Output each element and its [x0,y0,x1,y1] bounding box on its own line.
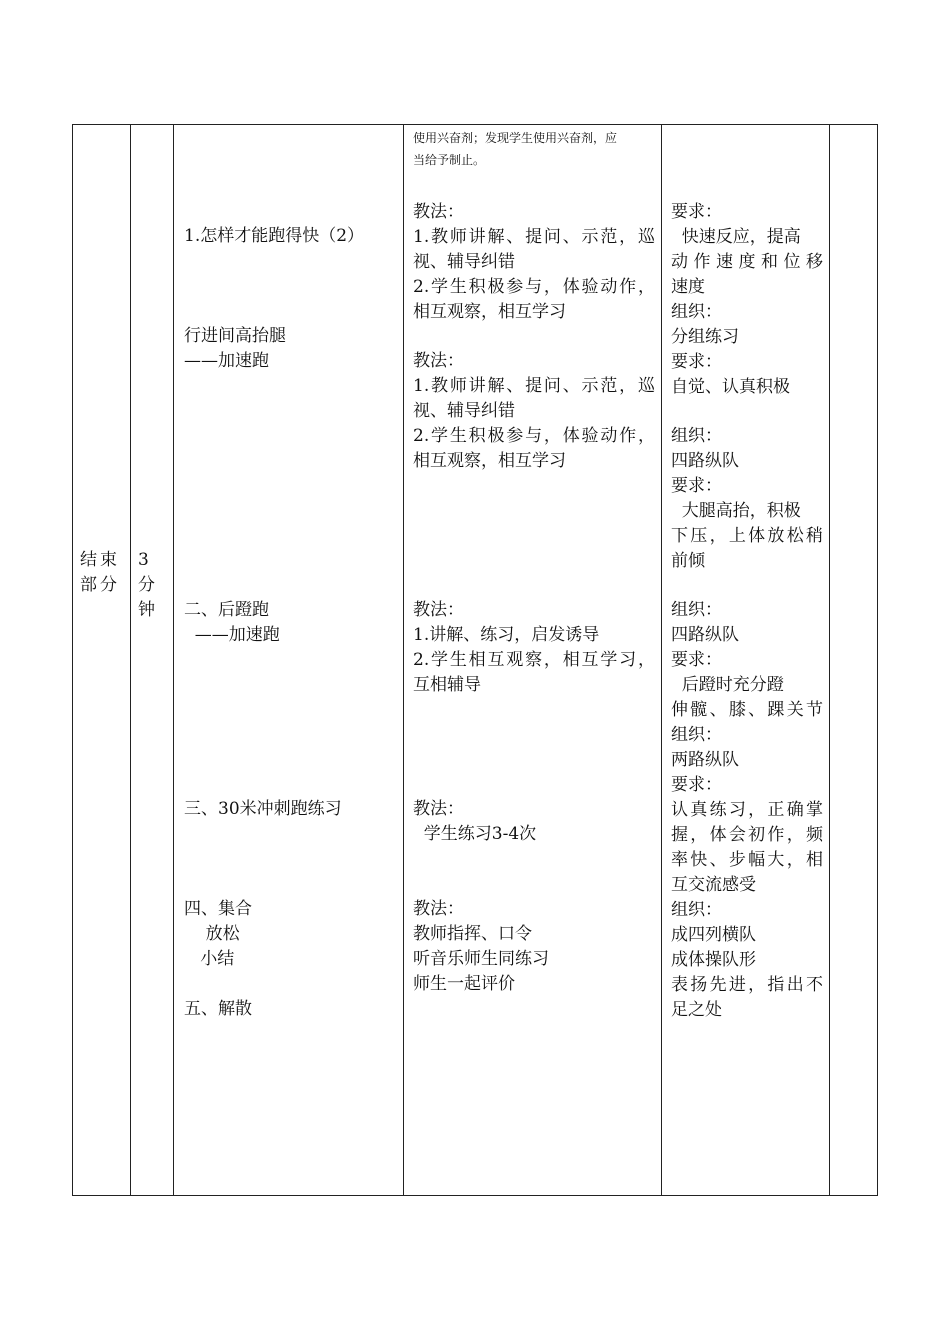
method-line: 2.学生相互观察，相互学习， [413,650,655,670]
content-line: ——加速跑 [184,351,269,371]
column-divider [130,125,131,1195]
content-line: 二、后蹬跑 [184,600,269,620]
content-line: 放松 [184,924,240,944]
organization-block-2 [671,424,823,574]
org-line: 组织： [671,302,722,322]
org-line: 要求： [671,202,722,222]
content-line: 四、集合 [184,899,252,919]
content-block-6 [184,997,252,1022]
org-line: 四路纵队 [671,451,739,471]
organization-block-3 [671,598,823,1023]
method-line: 视、辅导纠错 [413,401,515,421]
method-line: 2.学生积极参与，体验动作， [413,277,655,297]
org-line: 足之处 [671,1000,722,1020]
method-line: 教法： [413,351,464,371]
method-line: 1.教师讲解、提问、示范，巡 [413,376,655,396]
method-block-2 [413,349,655,474]
note-line: 使用兴奋剂；发现学生使用兴奋剂，应 [413,131,618,145]
org-line: 前倾 [671,551,705,571]
org-line: 伸髋、膝、踝关节 [671,700,823,720]
org-line: 下压，上体放松稍 [671,526,823,546]
org-line: 四路纵队 [671,625,739,645]
content-line: 小结 [184,949,235,969]
method-line: 听音乐师生同练习 [413,949,549,969]
org-line: 认真练习，正确掌 [671,800,823,820]
method-block-3 [413,598,655,698]
org-line: 要求： [671,650,722,670]
content-line: 五、解散 [184,999,252,1019]
section-time [138,548,155,623]
content-line: 行进间高抬腿 [184,326,286,346]
method-block-5 [413,897,655,997]
section-name-line: 结束 [80,550,120,570]
content-block-1 [184,224,364,249]
content-block-3 [184,598,280,648]
org-line: 组织： [671,600,722,620]
org-line: 后蹬时充分蹬 [671,675,784,695]
content-block-4 [184,797,342,822]
method-line: 学生练习3-4次 [413,824,537,844]
method-line: 教法： [413,202,464,222]
org-line: 互交流感受 [671,875,756,895]
content-line: ——加速跑 [184,625,280,645]
org-line: 组织： [671,426,722,446]
org-line: 表扬先进，指出不 [671,975,823,995]
method-line: 教法： [413,600,464,620]
org-line: 要求： [671,352,722,372]
org-line: 两路纵队 [671,750,739,770]
method-line: 相互观察，相互学习 [413,302,566,322]
method-line: 教师指挥、口令 [413,924,532,944]
method-line: 视、辅导纠错 [413,252,515,272]
org-line: 组织： [671,725,722,745]
org-line: 分组练习 [671,327,739,347]
org-line: 要求： [671,775,722,795]
method-block-4 [413,797,655,847]
method-line: 教法： [413,799,464,819]
org-line: 握，体会初作，频 [671,825,823,845]
org-line: 率快、步幅大，相 [671,850,823,870]
organization-block-1 [671,200,823,400]
method-line: 1.讲解、练习，启发诱导 [413,625,600,645]
content-line: 三、30米冲刺跑练习 [184,799,342,819]
method-block-1 [413,200,655,325]
org-line: 成四列横队 [671,925,756,945]
org-line: 速度 [671,277,705,297]
org-line: 快速反应，提高 [671,227,801,247]
content-line: 1.怎样才能跑得快（2） [184,226,365,246]
org-line: 组织： [671,900,722,920]
org-line: 自觉、认真积极 [671,377,790,397]
section-time-line: 钟 [138,600,155,620]
column-divider [661,125,662,1195]
method-line: 2.学生积极参与，体验动作， [413,426,655,446]
method-line: 教法： [413,899,464,919]
org-line: 大腿高抬，积极 [671,501,801,521]
section-name [80,548,120,598]
note-line: 当给予制止。 [413,153,486,167]
content-block-5 [184,897,252,972]
content-block-2 [184,324,286,374]
org-line: 成体操队形 [671,950,756,970]
method-line: 互相辅导 [413,675,481,695]
org-line: 要求： [671,476,722,496]
method-line: 1.教师讲解、提问、示范，巡 [413,227,655,247]
column-divider [829,125,830,1195]
org-line: 动作速度和位移 [671,252,823,272]
method-line: 师生一起评价 [413,974,515,994]
column-divider [173,125,174,1195]
section-name-line: 部分 [80,575,120,595]
column-divider [403,125,404,1195]
section-time-line: 3 [138,550,149,570]
method-top-note [413,127,657,171]
method-line: 相互观察，相互学习 [413,451,566,471]
section-time-line: 分 [138,575,155,595]
